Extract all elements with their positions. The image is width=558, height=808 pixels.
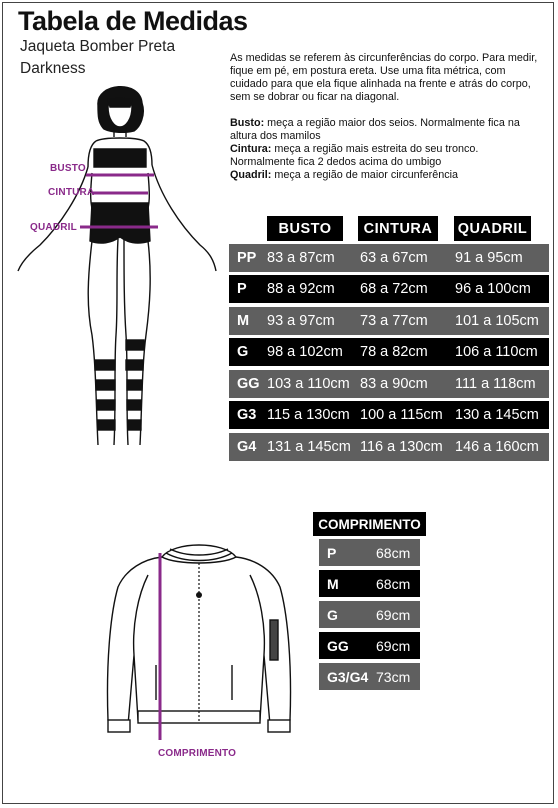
table-row: GG 103 a 110cm 83 a 90cm 111 a 118cm [229,370,549,398]
table-row: P 88 a 92cm 68 a 72cm 96 a 100cm [229,275,549,303]
table-row: M 68cm [319,570,420,597]
table-row: G3/G4 73cm [319,663,420,690]
page-title: Tabela de Medidas [18,6,248,36]
table-row: G 69cm [319,601,420,628]
cintura-label: CINTURA [48,187,95,198]
busto-instruction: Busto: meça a região maior dos seios. Normalmente fica na altura dos mamilos [230,117,520,142]
table-row: M 93 a 97cm 73 a 77cm 101 a 105cm [229,307,549,335]
table-row: PP 83 a 87cm 63 a 67cm 91 a 95cm [229,244,549,272]
product-name-line1: Jaqueta Bomber Preta [20,38,176,55]
table-row: G3 115 a 130cm 100 a 115cm 130 a 145cm [229,401,549,429]
table-row: G4 131 a 145cm 116 a 130cm 146 a 160cm [229,433,549,461]
quadril-instruction: Quadril: meça a região de maior circunferência [230,169,459,181]
busto-label: BUSTO [50,163,86,174]
length-table-header: COMPRIMENTO [313,512,426,536]
bomber-jacket-illustration [104,535,294,755]
intro-text: As medidas se referem às circunferências do corpo. Para medir, fique em pé, em postura ereta. Use uma fita métrica, com cuidado para que ela fique alinhada na frente e atrás do corpo, sem se dobrar ou ficar na diagonal. [230,52,538,103]
cintura-instruction: Cintura: meça a região mais estreita do seu tronco. Normalmente fica 2 dedos acima do umbigo [230,143,479,168]
comprimento-label: COMPRIMENTO [158,748,237,759]
table-row: P 68cm [319,539,420,566]
header-busto: BUSTO [267,216,343,241]
measurement-instructions [230,52,545,182]
table-row: G 98 a 102cm 78 a 82cm 106 a 110cm [229,338,549,366]
model-figure-illustration [0,75,230,475]
table-row: GG 69cm [319,632,420,659]
header-quadril: QUADRIL [454,216,531,241]
product-name-line2: Darkness [20,60,86,77]
quadril-label: QUADRIL [30,222,77,233]
header-cintura: CINTURA [358,216,438,241]
